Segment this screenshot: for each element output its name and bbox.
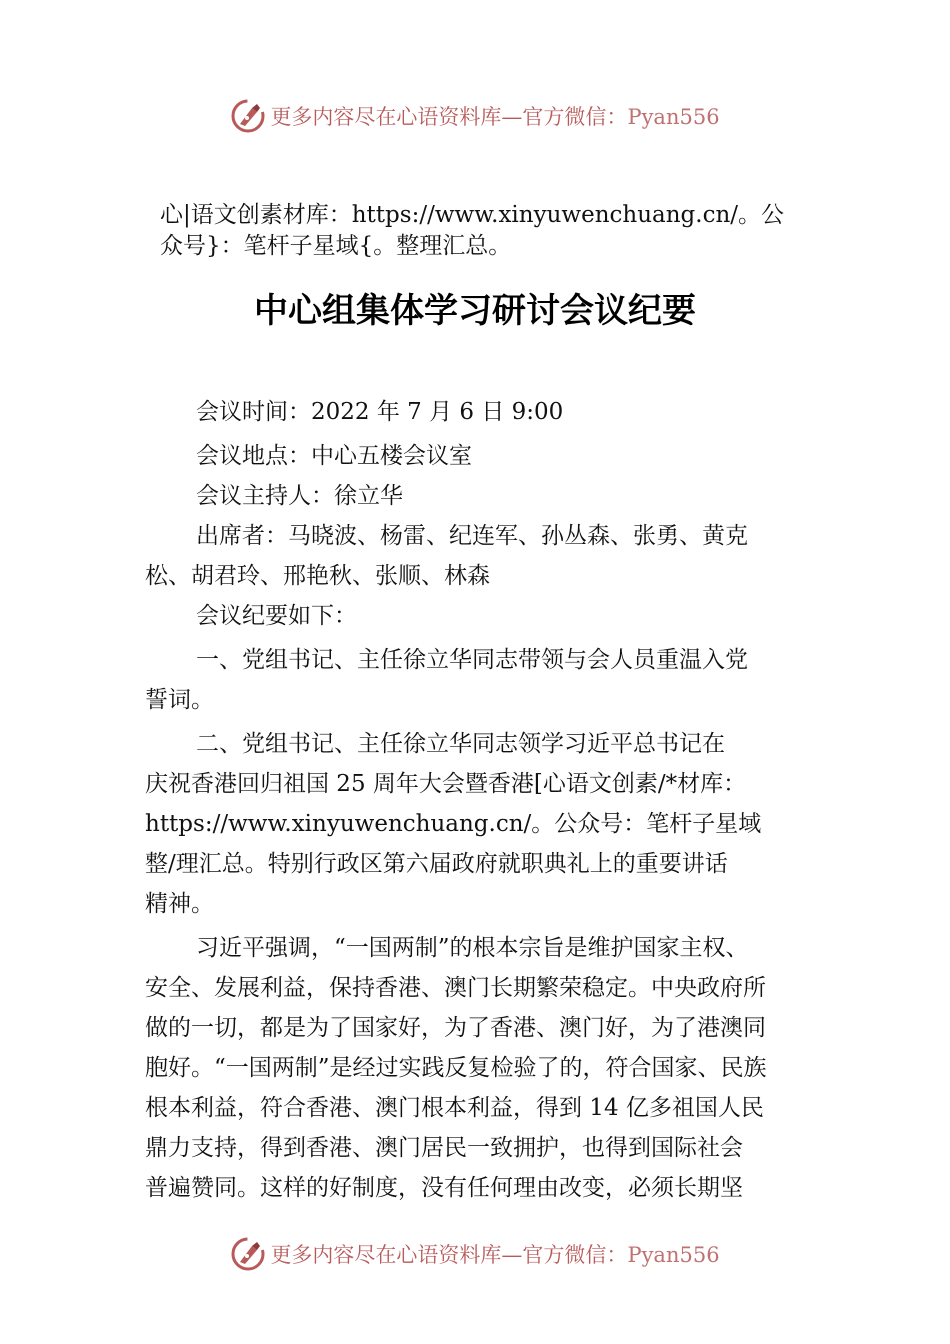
paragraph-line: 一、党组书记、主任徐立华同志带领与会人员重温入党 xyxy=(196,647,748,673)
paragraph-line: 誓词。 xyxy=(145,687,214,713)
header-banner xyxy=(0,94,950,138)
document-body xyxy=(145,392,815,1208)
paragraph-line: https://www.xinyuwenchuang.cn/。公众号：笔杆子星域 xyxy=(145,811,762,837)
header-wechat-id: Pyan556 xyxy=(627,105,720,129)
minutes-intro: 会议纪要如下： xyxy=(196,603,357,629)
paragraph-line: 安全、发展利益，保持香港、澳门长期繁荣稳定。中央政府所 xyxy=(145,975,766,1001)
paragraph-line: 习近平强调，“一国两制”的根本宗旨是维护国家主权、 xyxy=(196,935,749,961)
paragraph-line: 精神。 xyxy=(145,891,214,917)
attendees-line: 松、胡君玲、邢艳秋、张顺、林森 xyxy=(145,563,490,589)
pen-nib-icon xyxy=(230,1236,266,1272)
meeting-location: 会议地点：中心五楼会议室 xyxy=(196,443,472,469)
source-line: 众号}：笔杆子星域{。整理汇总。 xyxy=(160,233,512,259)
source-note xyxy=(160,200,820,262)
footer-wechat-id: Pyan556 xyxy=(627,1243,720,1267)
paragraph-line: 庆祝香港回归祖国 25 周年大会暨香港[心语文创素/*材库： xyxy=(145,771,747,797)
paragraph-line: 根本利益，符合香港、澳门根本利益，得到 14 亿多祖国人民 xyxy=(145,1095,764,1121)
paragraph-line: 二、党组书记、主任徐立华同志领学习近平总书记在 xyxy=(196,731,725,757)
pen-nib-icon xyxy=(230,98,266,134)
meeting-time: 会议时间：2022 年 7 月 6 日 9:00 xyxy=(196,399,564,425)
document-title: 中心组集体学习研讨会议纪要 xyxy=(254,291,696,331)
meeting-host: 会议主持人：徐立华 xyxy=(196,483,403,509)
attendees-line: 出席者：马晓波、杨雷、纪连军、孙丛森、张勇、黄克 xyxy=(196,523,748,549)
source-line: 心|语文创素材库：https://www.xinyuwenchuang.cn/。公 xyxy=(160,202,785,228)
footer-banner xyxy=(0,1232,950,1276)
paragraph-line: 鼎力支持，得到香港、澳门居民一致拥护，也得到国际社会 xyxy=(145,1135,743,1161)
paragraph-line: 整/理汇总。特别行政区第六届政府就职典礼上的重要讲话 xyxy=(145,851,728,877)
paragraph-line: 做的一切，都是为了国家好，为了香港、澳门好，为了港澳同 xyxy=(145,1015,766,1041)
header-brand-text: 更多内容尽在心语资料库—官方微信：Pyan556 xyxy=(270,105,720,129)
footer-brand-text: 更多内容尽在心语资料库—官方微信：Pyan556 xyxy=(270,1243,720,1267)
paragraph-line: 普遍赞同。这样的好制度，没有任何理由改变，必须长期坚 xyxy=(145,1175,743,1201)
paragraph-line: 胞好。“一国两制”是经过实践反复检验了的，符合国家、民族 xyxy=(145,1055,767,1081)
